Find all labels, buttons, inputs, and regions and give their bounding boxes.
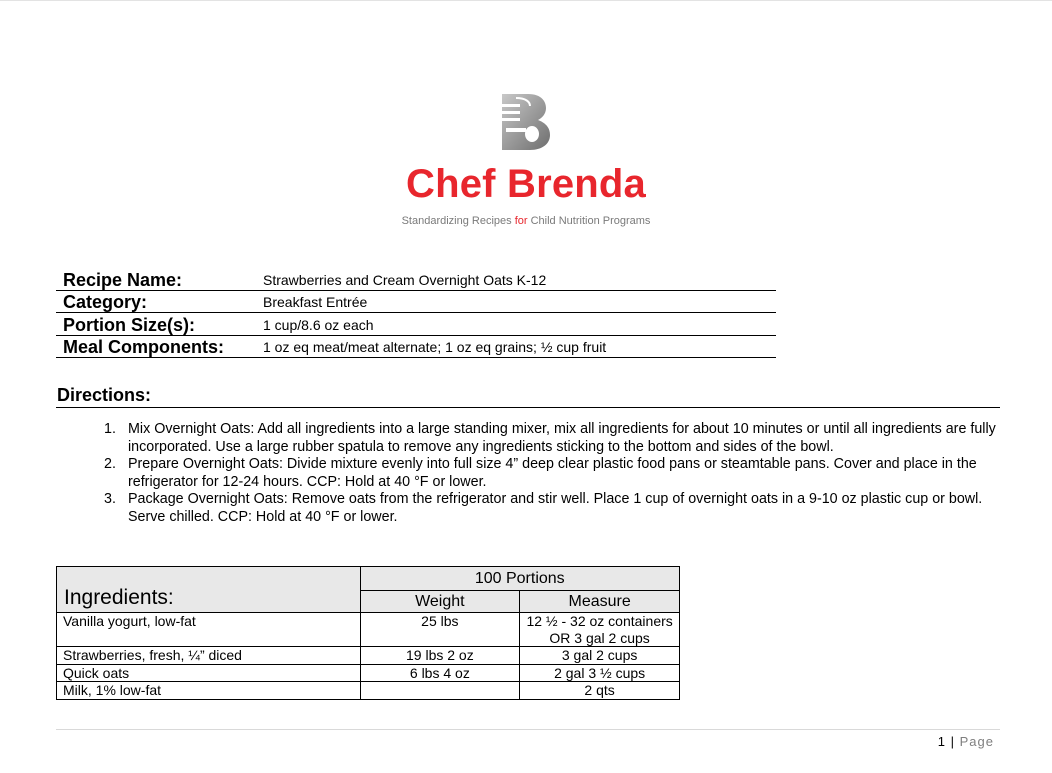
table-header-row: [57, 567, 680, 591]
weight-header: Weight: [360, 591, 520, 613]
category-value: Breakfast Entrée: [263, 294, 368, 310]
table-row: [57, 664, 680, 682]
tagline-start: Standardizing Recipes: [401, 215, 515, 227]
ingredient-name: Milk, 1% low-fat: [57, 682, 361, 700]
portion-size-label: Portion Size(s):: [63, 314, 196, 335]
ingredient-name: Vanilla yogurt, low-fat: [57, 613, 361, 647]
ingredients-header: Ingredients:: [57, 567, 361, 613]
table-row: [57, 682, 680, 700]
ingredient-name: Strawberries, fresh, ¼” diced: [57, 647, 361, 665]
chef-brenda-logo-icon: [502, 94, 550, 150]
top-border: [0, 0, 1052, 1]
tagline-for: for: [514, 215, 528, 227]
meal-components-row: [56, 336, 776, 359]
footer-divider: [56, 729, 1000, 730]
measure-header: Measure: [520, 591, 680, 613]
directions-list: [104, 421, 998, 526]
meal-components-value: 1 oz eq meat/meat alternate; 1 oz eq grains; ½ cup fruit: [263, 339, 607, 355]
recipe-name-value: Strawberries and Cream Overnight Oats K-12: [263, 271, 547, 288]
ingredient-measure: 2 gal 3 ½ cups: [520, 664, 680, 682]
category-row: [56, 291, 776, 314]
ingredient-name: Quick oats: [57, 664, 361, 682]
brand-tagline: [0, 215, 1052, 227]
directions-divider: [56, 407, 1000, 408]
ingredient-weight: 25 lbs: [360, 613, 520, 647]
recipe-info-table: [56, 268, 776, 358]
page-separator: |: [946, 734, 960, 749]
brand-title: Chef Brenda: [405, 162, 646, 206]
table-row: [57, 613, 680, 647]
step-number: 2.: [104, 456, 116, 472]
ingredient-weight: 6 lbs 4 oz: [360, 664, 520, 682]
ingredient-weight: [360, 682, 520, 700]
recipe-name-row: [56, 268, 776, 291]
portion-size-value: 1 cup/8.6 oz each: [263, 316, 374, 333]
ingredient-measure: 3 gal 2 cups: [520, 647, 680, 665]
step-text: Prepare Overnight Oats: Divide mixture evenly into full size 4” deep clear plastic food pans or steamtable pans. Cover and place in the refrigerator for 12-24 hours. CCP: Hold at 40 °F or lower.: [128, 456, 977, 490]
ingredients-table: [56, 566, 680, 700]
page-footer: [938, 734, 994, 749]
meal-components-label: Meal Components:: [63, 337, 225, 357]
direction-step: [104, 421, 998, 456]
category-label: Category:: [63, 292, 148, 312]
ingredient-measure: 2 qts: [520, 682, 680, 700]
step-number: 3.: [104, 491, 116, 507]
direction-step: [104, 491, 998, 526]
direction-step: [104, 456, 998, 491]
portion-size-row: [56, 313, 776, 336]
tagline-end: Child Nutrition Programs: [527, 215, 651, 227]
ingredient-measure: 12 ½ - 32 oz containers OR 3 gal 2 cups: [520, 613, 680, 647]
ingredient-weight: 19 lbs 2 oz: [360, 647, 520, 665]
step-text: Package Overnight Oats: Remove oats from the refrigerator and stir well. Place 1 cup of overnight oats in a 9-10 oz plastic cup or bowl. Serve chilled. CCP: Hold at 40 °F or lower.: [128, 491, 983, 525]
step-number: 1.: [104, 421, 116, 437]
page-number: 1: [937, 734, 947, 749]
page-word: Page: [959, 734, 994, 749]
step-text: Mix Overnight Oats: Add all ingredients into a large standing mixer, mix all ingredients for about 10 minutes or until all ingredients are fully incorporated. Use a large rubber spatula to remove any ingredients sticking to the bottom and sides of the bowl.: [128, 421, 996, 455]
table-row: [57, 647, 680, 665]
portions-header: 100 Portions: [360, 567, 680, 591]
recipe-name-label: Recipe Name:: [63, 269, 183, 290]
directions-heading: Directions:: [57, 385, 152, 405]
